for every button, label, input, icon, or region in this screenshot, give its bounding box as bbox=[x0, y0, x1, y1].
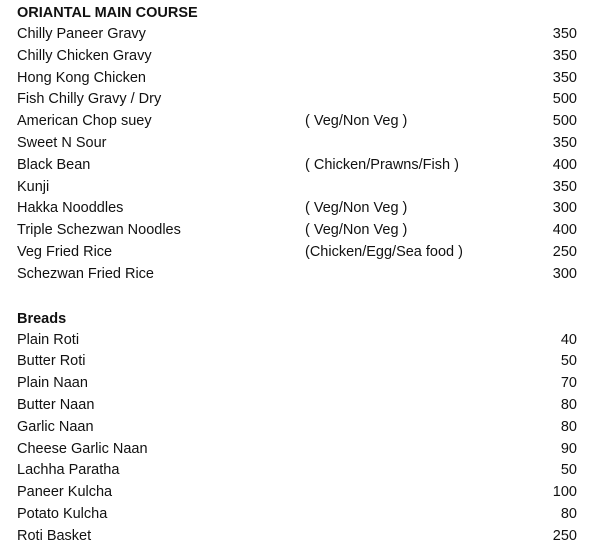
item-price: 350 bbox=[552, 178, 577, 195]
item-name: Butter Roti bbox=[17, 353, 86, 370]
item-name: Schezwan Fried Rice bbox=[17, 265, 154, 282]
section-title: Breads bbox=[17, 310, 67, 327]
item-price: 80 bbox=[560, 505, 577, 522]
item-price: 300 bbox=[552, 265, 577, 282]
section-spacer bbox=[17, 286, 577, 308]
menu-item-row bbox=[17, 351, 577, 373]
menu-item-row bbox=[17, 373, 577, 395]
menu-item-row bbox=[17, 133, 577, 155]
item-price: 80 bbox=[560, 418, 577, 435]
item-price: 400 bbox=[552, 222, 577, 239]
item-note: ( Veg/Non Veg ) bbox=[305, 113, 408, 130]
item-name: Garlic Naan bbox=[17, 418, 94, 435]
menu-item-row bbox=[17, 417, 577, 439]
item-price: 350 bbox=[552, 47, 577, 64]
item-note: ( Veg/Non Veg ) bbox=[305, 200, 408, 217]
item-name: Plain Roti bbox=[17, 331, 80, 348]
menu-page bbox=[17, 2, 577, 548]
item-price: 250 bbox=[552, 243, 577, 260]
item-name: Triple Schezwan Noodles bbox=[17, 222, 181, 239]
item-name: Plain Naan bbox=[17, 375, 88, 392]
section-main-course bbox=[17, 2, 577, 286]
item-name: Roti Basket bbox=[17, 527, 92, 544]
item-price: 90 bbox=[560, 440, 577, 457]
item-name: Potato Kulcha bbox=[17, 505, 108, 522]
menu-item-row bbox=[17, 439, 577, 461]
item-note: ( Chicken/Prawns/Fish ) bbox=[305, 156, 459, 173]
menu-item-row bbox=[17, 177, 577, 199]
menu-item-row bbox=[17, 89, 577, 111]
menu-item-row bbox=[17, 482, 577, 504]
item-name: Lachha Paratha bbox=[17, 462, 120, 479]
item-name: Butter Naan bbox=[17, 396, 95, 413]
item-list bbox=[17, 330, 577, 548]
menu-item-row bbox=[17, 395, 577, 417]
item-price: 400 bbox=[552, 156, 577, 173]
item-price: 500 bbox=[552, 113, 577, 130]
item-price: 250 bbox=[552, 527, 577, 544]
item-name: Kunji bbox=[17, 178, 50, 195]
item-price: 80 bbox=[560, 396, 577, 413]
menu-item-row bbox=[17, 460, 577, 482]
menu-item-row bbox=[17, 111, 577, 133]
item-price: 300 bbox=[552, 200, 577, 217]
section-breads bbox=[17, 308, 577, 548]
item-name: Veg Fried Rice bbox=[17, 243, 113, 260]
menu-item-row bbox=[17, 330, 577, 352]
menu-item-row bbox=[17, 504, 577, 526]
item-name: Chilly Paneer Gravy bbox=[17, 26, 146, 42]
item-note: (Chicken/Egg/Sea food ) bbox=[305, 243, 463, 260]
item-name: Chilly Chicken Gravy bbox=[17, 47, 152, 64]
item-price: 50 bbox=[560, 353, 577, 370]
menu-item-row bbox=[17, 68, 577, 90]
item-name: American Chop suey bbox=[17, 113, 152, 130]
item-note: ( Veg/Non Veg ) bbox=[305, 222, 408, 239]
menu-item-row bbox=[17, 46, 577, 68]
menu-item-row bbox=[17, 24, 577, 46]
item-price: 500 bbox=[552, 91, 577, 108]
item-name: Cheese Garlic Naan bbox=[17, 440, 148, 457]
item-price: 40 bbox=[560, 331, 577, 348]
item-price: 70 bbox=[560, 375, 577, 392]
item-name: Hakka Nooddles bbox=[17, 200, 124, 217]
menu-item-row bbox=[17, 198, 577, 220]
item-price: 350 bbox=[552, 134, 577, 151]
item-price: 350 bbox=[552, 26, 577, 42]
item-price: 50 bbox=[560, 462, 577, 479]
menu-item-row bbox=[17, 526, 577, 548]
item-name: Sweet N Sour bbox=[17, 134, 107, 151]
menu-item-row bbox=[17, 264, 577, 286]
item-price: 100 bbox=[552, 484, 577, 501]
item-list bbox=[17, 24, 577, 286]
item-name: Paneer Kulcha bbox=[17, 484, 113, 501]
menu-item-row bbox=[17, 155, 577, 177]
item-name: Fish Chilly Gravy / Dry bbox=[17, 91, 162, 108]
section-title: ORIANTAL MAIN COURSE bbox=[17, 5, 198, 21]
item-name: Hong Kong Chicken bbox=[17, 69, 146, 86]
menu-item-row bbox=[17, 220, 577, 242]
item-price: 350 bbox=[552, 69, 577, 86]
menu-item-row bbox=[17, 242, 577, 264]
item-name: Black Bean bbox=[17, 156, 91, 173]
